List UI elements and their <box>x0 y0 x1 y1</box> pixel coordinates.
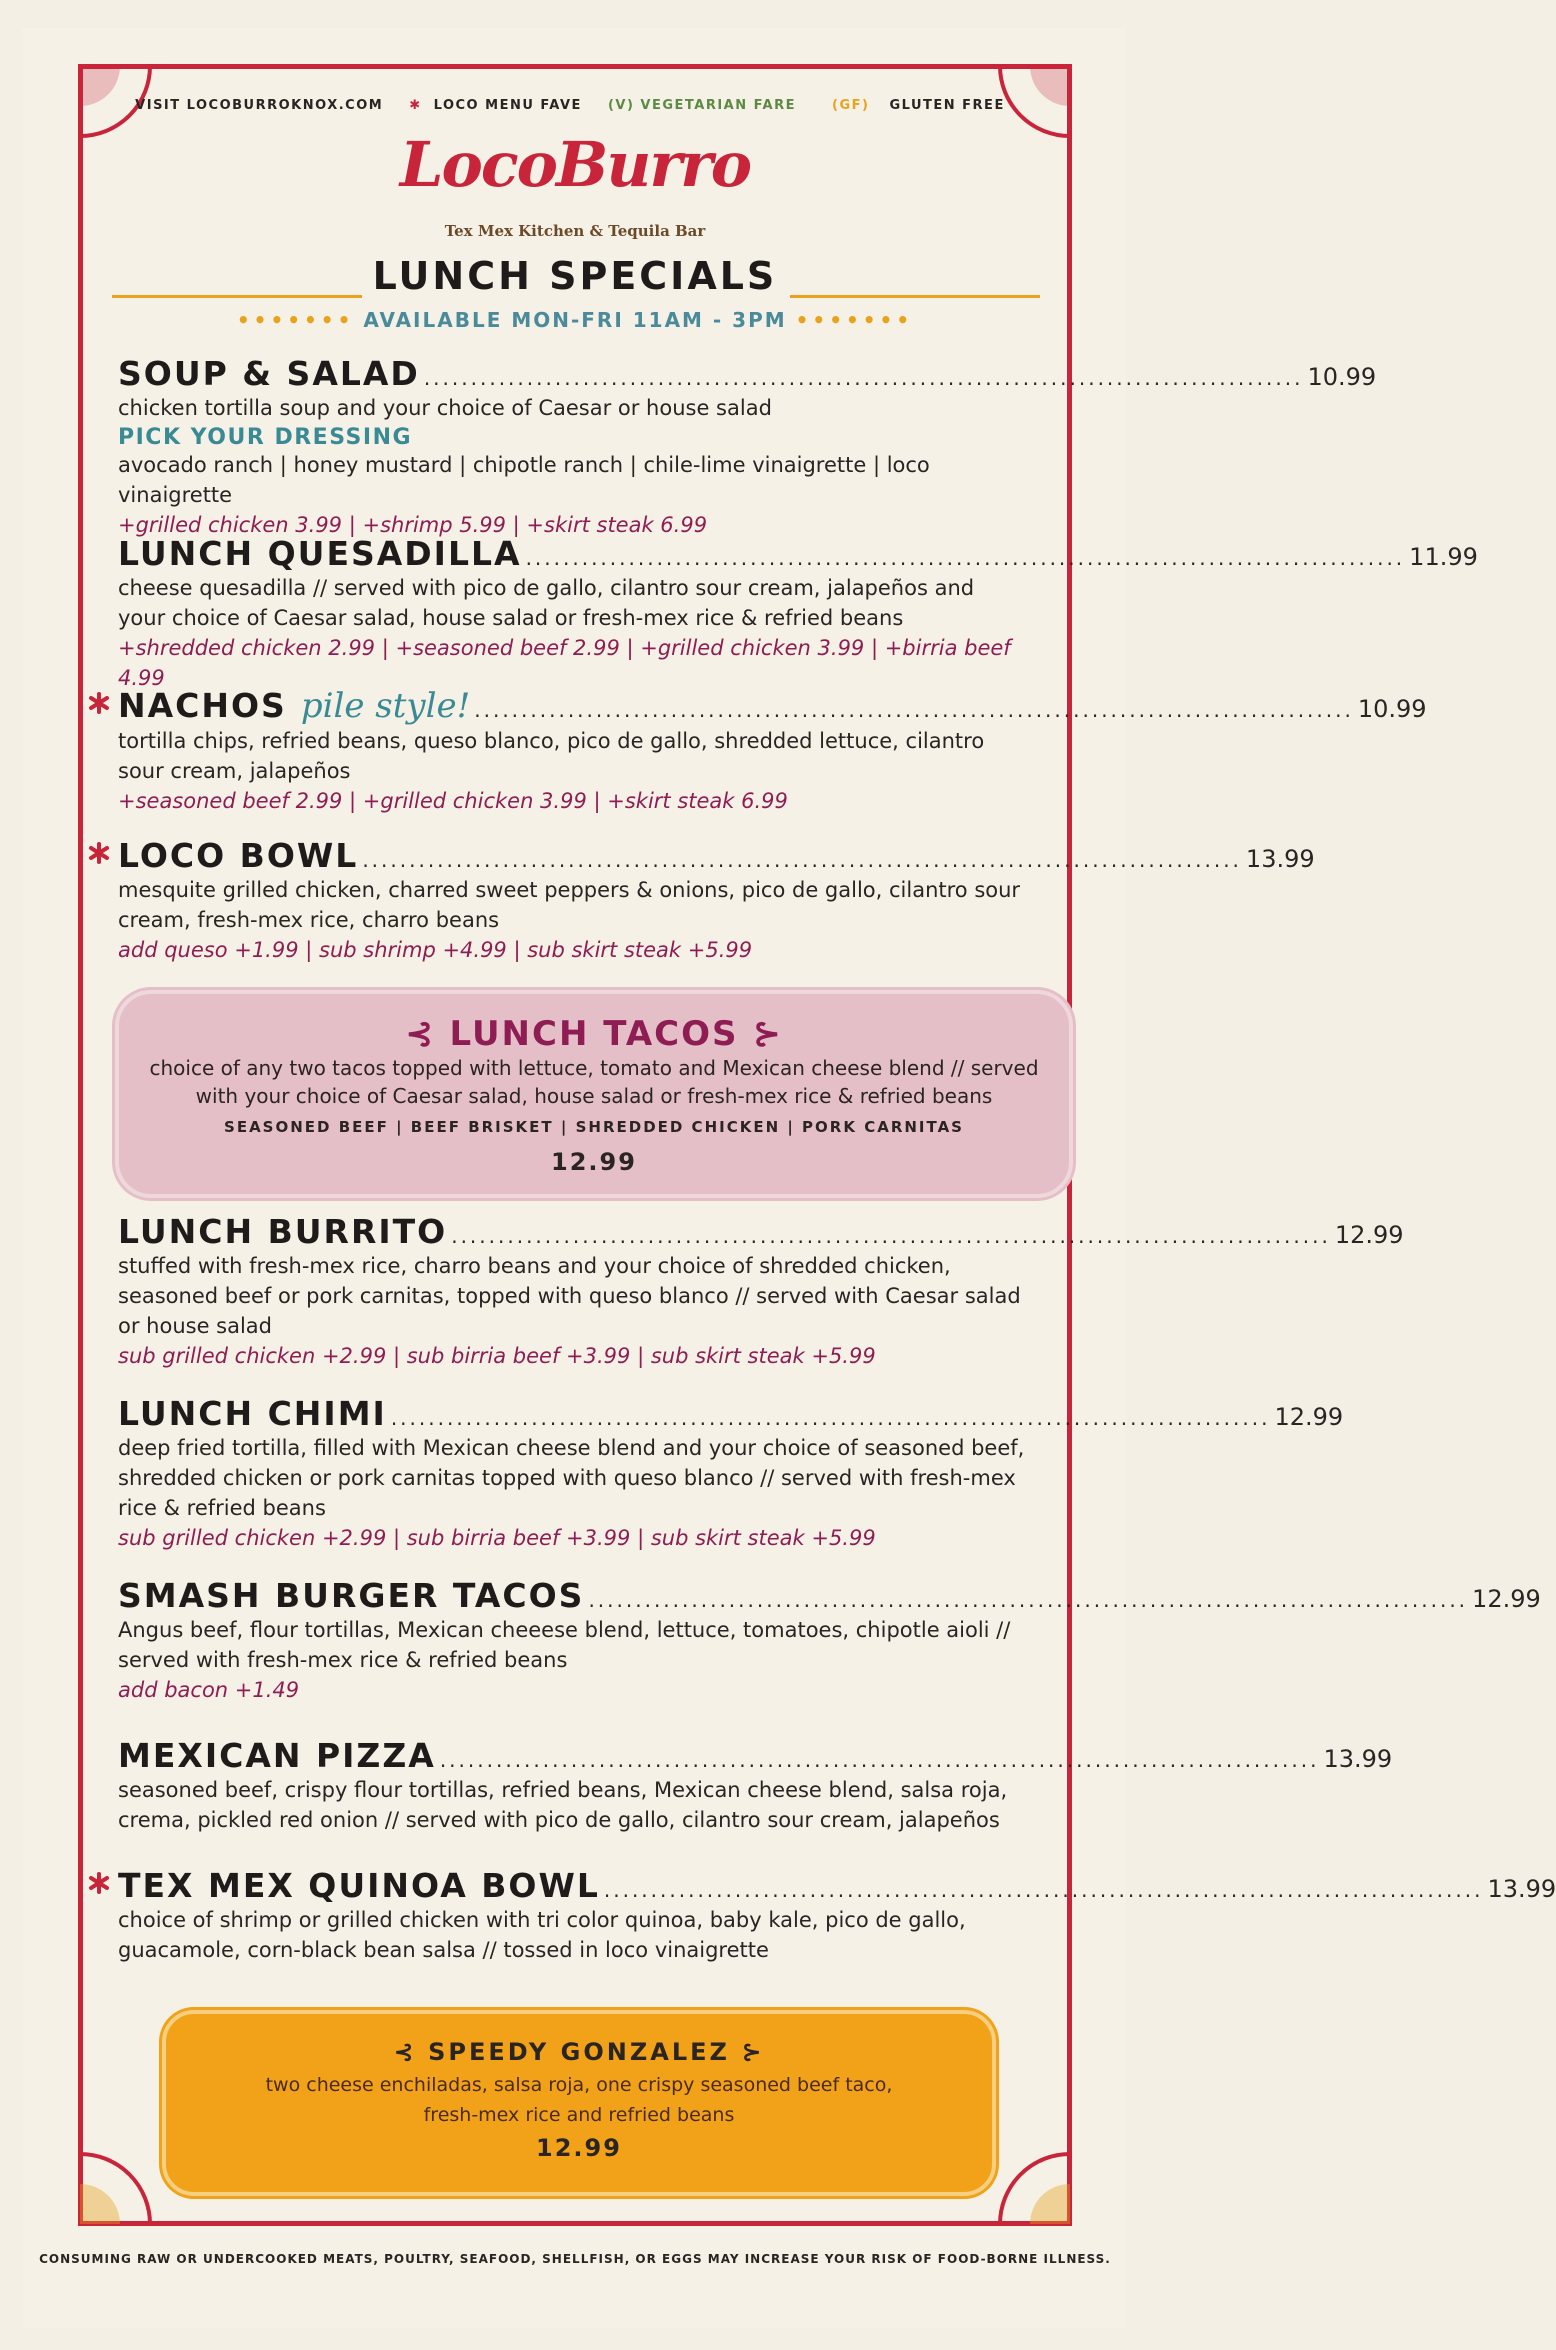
item-price: 13.99 <box>1245 845 1315 873</box>
item-name: LUNCH QUESADILLA <box>118 534 522 573</box>
header-bar <box>0 98 1150 113</box>
tacos-price: 12.99 <box>551 1148 637 1176</box>
corner-sunburst-icon <box>80 2154 150 2224</box>
lunch-tacos-box <box>115 990 1073 1198</box>
item-name: SOUP & SALAD <box>118 354 420 393</box>
item-price: 10.99 <box>1357 695 1427 723</box>
item-price: 12.99 <box>1274 1403 1344 1431</box>
leader-dots: .............................................................................................. <box>451 1224 1331 1248</box>
leader-dots: .............................................................................................. <box>588 1588 1469 1612</box>
item-desc: choice of shrimp or grilled chicken with tri color quinoa, baby kale, pico de gallo, guacamole, corn-black bean salsa // tossed in loco vinaigrette <box>118 1908 966 1962</box>
tacos-title: ⊰ LUNCH TACOS ⊱ <box>405 1014 783 1054</box>
menu-item <box>118 354 1377 540</box>
leader-dots: .............................................................................................. <box>423 366 1304 390</box>
leader-dots: .............................................................................................. <box>439 1748 1320 1772</box>
brand-tagline: Tex Mex Kitchen & Tequila Bar <box>444 222 706 240</box>
leader-dots: .............................................................................................. <box>362 848 1242 872</box>
item-addons: sub grilled chicken +2.99 | sub birria beef +3.99 | sub skirt steak +5.99 <box>118 1344 876 1368</box>
menu-item <box>118 686 1427 816</box>
item-price: 13.99 <box>1323 1745 1393 1773</box>
item-addons: add bacon +1.49 <box>118 1678 300 1702</box>
leader-dots: .............................................................................................. <box>525 546 1406 570</box>
gf-legend: GLUTEN FREE <box>889 98 1005 113</box>
food-safety-disclaimer: CONSUMING RAW OR UNDERCOOKED MEATS, POULTRY, SEAFOOD, SHELLFISH, OR EGGS MAY INCREASE YOUR RISK OF FOOD-BORNE ILLNESS. <box>39 2252 1111 2266</box>
item-name: LOCO BOWL <box>118 836 359 875</box>
page-title: LUNCH SPECIALS <box>372 254 778 298</box>
veg-legend: (V) VEGETARIAN FARE <box>607 98 796 113</box>
item-name: SMASH BURGER TACOS <box>118 1576 585 1615</box>
speedy-desc-2: fresh-mex rice and refried beans <box>423 2104 735 2126</box>
item-addons: +seasoned beef 2.99 | +grilled chicken 3.99 | +skirt steak 6.99 <box>118 789 788 813</box>
item-desc: deep fried tortilla, filled with Mexican cheese blend and your choice of seasoned beef, shredded chicken or pork carnitas topped with queso blanco // served with fresh-mex rice & refried beans <box>118 1436 1025 1520</box>
leader-dots: .............................................................................................. <box>390 1406 1271 1430</box>
item-name: MEXICAN PIZZA <box>118 1736 436 1775</box>
item-name: NACHOS <box>118 686 287 725</box>
item-desc: mesquite grilled chicken, charred sweet peppers & onions, pico de gallo, cilantro sour cream, fresh-mex rice, charro beans <box>118 878 1021 932</box>
speedy-desc-1: two cheese enchiladas, salsa roja, one crispy seasoned beef taco, <box>265 2074 893 2096</box>
menu-item <box>118 1212 1404 1371</box>
item-name: TEX MEX QUINOA BOWL <box>118 1866 600 1905</box>
fave-legend: LOCO MENU FAVE <box>433 98 582 113</box>
tacos-options: SEASONED BEEF | BEEF BRISKET | SHREDDED CHICKEN | PORK CARNITAS <box>224 1118 964 1136</box>
item-addons: sub grilled chicken +2.99 | sub birria beef +3.99 | sub skirt steak +5.99 <box>118 1526 876 1550</box>
fave-icon <box>88 692 110 714</box>
item-price: 12.99 <box>1472 1585 1541 1613</box>
item-addons: add queso +1.99 | sub shrimp +4.99 | sub skirt steak +5.99 <box>118 938 753 962</box>
menu-item <box>118 1394 1344 1553</box>
fave-icon <box>88 842 110 864</box>
menu-item <box>118 1736 1393 1835</box>
item-desc: Angus beef, flour tortillas, Mexican cheeese blend, lettuce, tomatoes, chipotle aioli // served with fresh-mex rice & refried beans <box>118 1618 1011 1672</box>
menu-item <box>118 1576 1541 1705</box>
menu-item <box>118 1866 1556 1965</box>
item-desc: chicken tortilla soup and your choice of Caesar or house salad <box>118 396 772 420</box>
brand-logo: LocoBurro <box>399 128 751 201</box>
menu-item <box>118 534 1478 693</box>
item-price: 13.99 <box>1487 1875 1556 1903</box>
tacos-desc: choice of any two tacos topped with lettuce, tomato and Mexican cheese blend // served with your choice of Caesar salad, house salad or fresh-mex rice & refried beans <box>149 1056 1039 1108</box>
speedy-price: 12.99 <box>536 2134 622 2162</box>
dressing-options: avocado ranch | honey mustard | chipotle ranch | chile-lime vinaigrette | loco vinaigrette <box>118 453 930 507</box>
item-desc: tortilla chips, refried beans, queso blanco, pico de gallo, shredded lettuce, cilantro sour cream, jalapeños <box>118 729 985 783</box>
item-name: LUNCH CHIMI <box>118 1394 387 1433</box>
item-price: 10.99 <box>1307 363 1377 391</box>
website-link[interactable]: VISIT LOCOBURROKNOX.COM <box>135 98 384 113</box>
corner-sunburst-icon <box>1000 2154 1070 2224</box>
gf-tag: (GF) <box>832 98 870 113</box>
item-price: 12.99 <box>1334 1221 1404 1249</box>
item-desc: seasoned beef, crispy flour tortillas, refried beans, Mexican cheese blend, salsa roja, crema, pickled red onion // served with pico de gallo, cilantro sour cream, jalapeños <box>118 1778 1008 1832</box>
speedy-title: ⊰ SPEEDY GONZALEZ ⊱ <box>393 2038 765 2066</box>
fave-icon <box>88 1872 110 1894</box>
leader-dots: .............................................................................................. <box>603 1878 1484 1902</box>
item-addons: +grilled chicken 3.99 | +shrimp 5.99 | +skirt steak 6.99 <box>118 513 708 537</box>
item-price: 11.99 <box>1409 543 1478 571</box>
item-addons: +shredded chicken 2.99 | +seasoned beef 2.99 | +grilled chicken 3.99 | +birria beef 4.99 <box>118 636 1011 690</box>
item-desc: cheese quesadilla // served with pico de gallo, cilantro sour cream, jalapeños and your choice of Caesar salad, house salad or fresh-mex rice & refried beans <box>118 576 975 630</box>
item-desc: stuffed with fresh-mex rice, charro beans and your choice of shredded chicken, seasoned beef or pork carnitas, topped with queso blanco // served with Caesar salad or house salad <box>118 1254 1021 1338</box>
dressing-label: PICK YOUR DRESSING <box>118 425 413 450</box>
leader-dots: .............................................................................................. <box>474 698 1354 722</box>
speedy-gonzalez-box <box>162 2010 996 2196</box>
item-script-note: pile style! <box>300 686 471 726</box>
item-name: LUNCH BURRITO <box>118 1212 448 1251</box>
availability: ••••••• AVAILABLE MON-FRI 11AM - 3PM ••••••• <box>236 308 914 332</box>
fave-icon: ✱ <box>409 98 422 113</box>
menu-item <box>118 836 1315 965</box>
